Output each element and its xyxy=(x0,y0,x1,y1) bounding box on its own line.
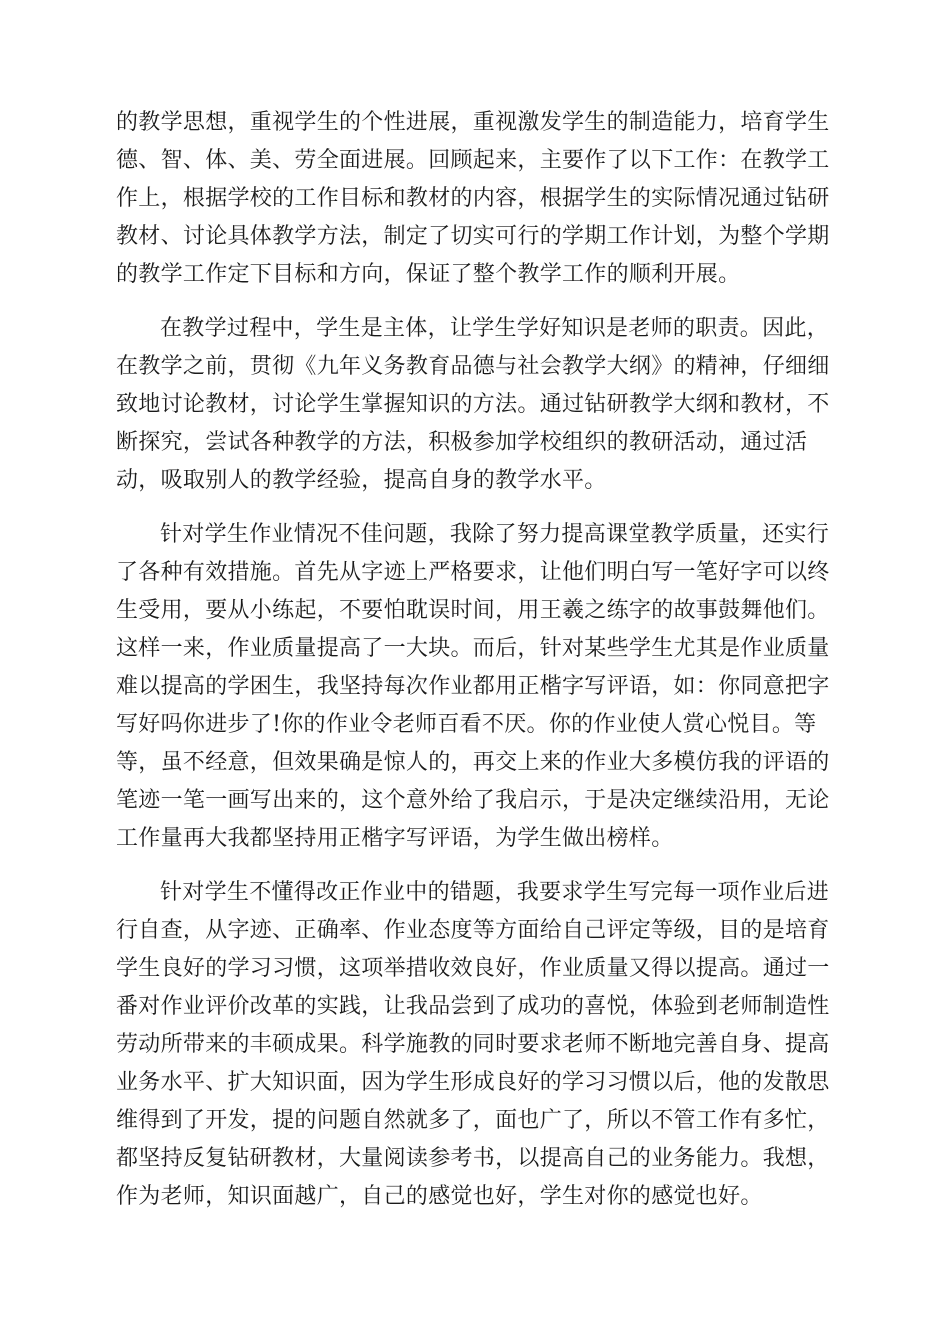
text-line: 作为老师，知识面越广，自己的感觉也好，学生对你的感觉也好。 xyxy=(116,1184,763,1209)
text-line: 行自查，从字迹、正确率、作业态度等方面给自己评定等级，目的是培育 xyxy=(116,918,830,943)
text-line: 业务水平、扩大知识面，因为学生形成良好的学习习惯以后，他的发散思 xyxy=(116,1070,830,1095)
text-line: 工作量再大我都坚持用正楷字写评语，为学生做出榜样。 xyxy=(116,826,674,851)
text-line: 作上，根据学校的工作目标和教材的内容，根据学生的实际情况通过钻研 xyxy=(116,186,830,211)
text-line: 的教学工作定下目标和方向，保证了整个教学工作的顺利开展。 xyxy=(116,262,741,287)
text-line: 动，吸取别人的教学经验，提高自身的教学水平。 xyxy=(116,468,607,493)
text-line: 劳动所带来的丰硕成果。科学施教的同时要求老师不断地完善自身、提高 xyxy=(116,1032,830,1057)
text-line: 的教学思想，重视学生的个性进展，重视激发学生的制造能力，培育学生 xyxy=(116,110,830,135)
text-line: 致地讨论教材，讨论学生掌握知识的方法。通过钻研教学大纲和教材，不 xyxy=(116,392,830,417)
paragraph-4 xyxy=(116,874,836,1216)
text-line: 都坚持反复钻研教材，大量阅读参考书，以提高自己的业务能力。我想， xyxy=(116,1146,830,1171)
text-line: 难以提高的学困生，我坚持每次作业都用正楷字写评语，如：你同意把字 xyxy=(116,674,830,699)
text-line: 断探究，尝试各种教学的方法，积极参加学校组织的教研活动，通过活 xyxy=(116,430,808,455)
paragraph-3 xyxy=(116,516,836,858)
text-line: 维得到了开发，提的问题自然就多了，面也广了，所以不管工作有多忙， xyxy=(116,1108,830,1133)
text-line: 在教学之前，贯彻《九年义务教育品德与社会教学大纲》的精神，仔细细 xyxy=(116,354,830,379)
text-line: 番对作业评价改革的实践，让我品尝到了成功的喜悦，体验到老师制造性 xyxy=(116,994,830,1019)
text-line: 笔迹一笔一画写出来的，这个意外给了我启示，于是决定继续沿用，无论 xyxy=(116,788,830,813)
text-line: 针对学生不懂得改正作业中的错题，我要求学生写完每一项作业后进 xyxy=(160,880,830,905)
paragraph-1 xyxy=(116,104,836,294)
text-line: 在教学过程中，学生是主体，让学生学好知识是老师的职责。因此， xyxy=(160,316,830,341)
text-line: 德、智、体、美、劳全面进展。回顾起来，主要作了以下工作：在教学工 xyxy=(116,148,830,173)
text-line: 写好吗你进步了!你的作业令老师百看不厌。你的作业使人赏心悦目。等 xyxy=(116,712,817,737)
text-line: 针对学生作业情况不佳问题，我除了努力提高课堂教学质量，还实行 xyxy=(160,522,830,547)
text-line: 教材、讨论具体教学方法，制定了切实可行的学期工作计划，为整个学期 xyxy=(116,224,830,249)
text-line: 学生良好的学习习惯，这项举措收效良好，作业质量又得以提高。通过一 xyxy=(116,956,830,981)
text-line: 这样一来，作业质量提高了一大块。而后，针对某些学生尤其是作业质量 xyxy=(116,636,830,661)
text-line: 等，虽不经意，但效果确是惊人的，再交上来的作业大多模仿我的评语的 xyxy=(116,750,830,775)
paragraph-2 xyxy=(116,310,836,500)
text-line: 生受用，要从小练起，不要怕耽误时间，用王羲之练字的故事鼓舞他们。 xyxy=(116,598,830,623)
document-body xyxy=(116,104,836,1216)
text-line: 了各种有效措施。首先从字迹上严格要求，让他们明白写一笔好字可以终 xyxy=(116,560,830,585)
